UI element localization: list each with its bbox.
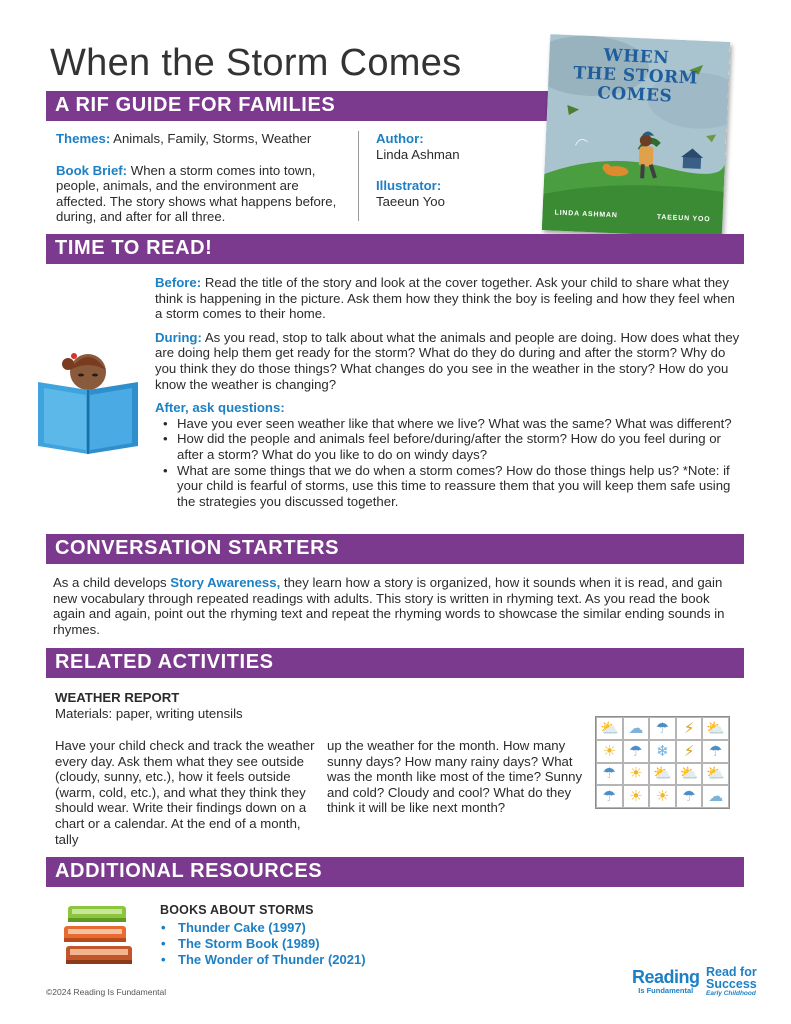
sun-icon: ☀ <box>649 785 676 808</box>
rif-logo-main: Reading <box>632 967 700 987</box>
cloud-icon: ☁ <box>623 717 650 740</box>
author-name: Linda Ashman <box>376 146 460 162</box>
brief-label: Book Brief: <box>56 162 128 178</box>
snow-cloud-icon: ❄ <box>649 740 676 763</box>
book-brief <box>56 163 346 225</box>
resources-heading: BOOKS ABOUT STORMS <box>160 903 314 917</box>
rain-cloud-icon: ☂ <box>702 740 729 763</box>
rif-logo-sub: Is Fundamental <box>638 986 694 995</box>
cover-author: LINDA ASHMAN <box>554 209 618 220</box>
conversation-text: As a child develops <box>53 575 171 590</box>
themes-value: Animals, Family, Storms, Weather <box>110 131 312 146</box>
during-text: As you read, stop to talk about what the animals and people are doing. How does what they are doing help them get ready for the storm? What do they do during and after the storm? Why do you think they do those things? What changes do you see in the weather in the story? How do you know the weather is changing? <box>155 329 740 392</box>
sun-cloud-icon: ⛅ <box>649 763 676 786</box>
cover-title-line: WHEN <box>603 45 670 69</box>
story-awareness-term: Story Awareness, <box>170 575 281 590</box>
rain-cloud-icon: ☂ <box>623 740 650 763</box>
sun-cloud-icon: ⛅ <box>702 717 729 740</box>
during-paragraph <box>155 330 740 392</box>
rif-logo <box>632 968 700 995</box>
cover-illustrator: TAEEUN YOO <box>656 213 711 224</box>
sun-icon: ☀ <box>596 740 623 763</box>
guide-info <box>56 131 346 241</box>
activity-text-column-1: Have your child check and track the weather every day. Ask them what they see outside (cloudy, sunny, etc.), how it feels outside (warm, cold, etc.), and what they think they should wear. Write their findings down on a chart or a calendar. At the end of a month, tally <box>55 738 315 847</box>
time-to-read-text <box>155 275 740 509</box>
sun-cloud-icon: ⛅ <box>676 763 703 786</box>
child-reading-icon <box>30 342 150 457</box>
copyright: ©2024 Reading Is Fundamental <box>46 987 167 997</box>
before-paragraph <box>155 275 740 322</box>
cover-title <box>559 45 711 108</box>
section-header-guide: A RIF GUIDE FOR FAMILIES <box>46 91 554 121</box>
author-label: Author: <box>376 131 424 146</box>
after-questions-list <box>155 416 740 510</box>
book-cover-image <box>542 34 730 238</box>
sun-icon: ☀ <box>623 785 650 808</box>
read-for-success-logo <box>706 966 766 998</box>
after-label: After, ask questions: <box>155 400 285 416</box>
column-divider <box>358 131 359 221</box>
cloud-icon: ☁ <box>702 785 729 808</box>
rain-cloud-icon: ☂ <box>676 785 703 808</box>
weather-chart-icon <box>595 716 730 809</box>
illustrator-name: Taeeun Yoo <box>376 193 445 209</box>
section-header-conversation: CONVERSATION STARTERS <box>46 534 744 564</box>
resources-list-block <box>160 903 560 968</box>
sun-icon: ☀ <box>623 763 650 786</box>
activity-materials: Materials: paper, writing utensils <box>55 705 243 721</box>
list-item: • Have you ever seen weather like that where we live? What was the same? What was different? <box>163 416 740 432</box>
book-link[interactable]: • The Storm Book (1989) <box>160 936 560 952</box>
rain-cloud-icon: ☂ <box>649 717 676 740</box>
book-link[interactable]: • The Wonder of Thunder (2021) <box>160 952 560 968</box>
activity-title: WEATHER REPORT <box>55 690 180 705</box>
rfs-logo-sub: Early Childhood <box>706 990 756 997</box>
rain-cloud-icon: ☂ <box>596 785 623 808</box>
page-title: When the Storm Comes <box>50 42 462 84</box>
themes-line <box>56 131 346 147</box>
themes-label: Themes: <box>56 131 111 146</box>
section-header-activities: RELATED ACTIVITIES <box>46 648 744 678</box>
illustrator-label: Illustrator: <box>376 178 442 194</box>
lightning-cloud-icon: ⚡ <box>676 740 703 763</box>
during-label: During: <box>155 329 202 345</box>
rain-cloud-icon: ☂ <box>596 763 623 786</box>
book-link[interactable]: • Thunder Cake (1997) <box>160 920 560 936</box>
cover-title-line: COMES <box>596 83 673 107</box>
books-stack-icon <box>62 900 147 970</box>
conversation-text: they learn how a story is organized, how it sounds when it is read, and gain new vocabulary through repeated readings with adults. This story is written in rhyming text. As you read the book again and again, point out the rhyming text and repeat the rhyming words to showcase the similar ending sounds in rhymes. <box>53 575 725 637</box>
brief-text: When a storm comes into town, people, animals, and the environment are affected. The story shows what happens before, during, and after for all three. <box>56 162 337 225</box>
activity-heading-block <box>55 690 455 721</box>
rfs-logo-main: Read for Success <box>706 965 757 991</box>
lightning-cloud-icon: ⚡ <box>676 717 703 740</box>
section-header-read: TIME TO READ! <box>46 234 744 264</box>
before-text: Read the title of the story and look at the cover together. Ask your child to share what they think is happening in the picture. Ask them how they think the boy is feeling and how they feel when a storm comes to their home. <box>155 275 735 322</box>
cover-title-line: THE STORM <box>572 63 699 89</box>
section-header-resources: ADDITIONAL RESOURCES <box>46 857 744 887</box>
list-item: • How did the people and animals feel before/during/after the storm? How do you feel during or after a storm? What do you like to do on windy days? <box>163 431 740 462</box>
credits <box>376 131 546 209</box>
conversation-paragraph <box>53 575 743 637</box>
sun-cloud-icon: ⛅ <box>596 717 623 740</box>
before-label: Before: <box>155 275 202 290</box>
activity-text-column-2: up the weather for the month. How many sunny days? How many rainy days? What was the month like most of the time? Sunny and cold? Cloudy and cool? What do they think it will be like next month? <box>327 738 583 816</box>
list-item: • What are some things that we do when a storm comes? How do those things help us? *Note: if your child is fearful of storms, use this time to reassure them that you will keep them safe using the strategies you discussed together. <box>163 463 740 510</box>
book-list <box>160 920 560 968</box>
sun-cloud-icon: ⛅ <box>702 763 729 786</box>
